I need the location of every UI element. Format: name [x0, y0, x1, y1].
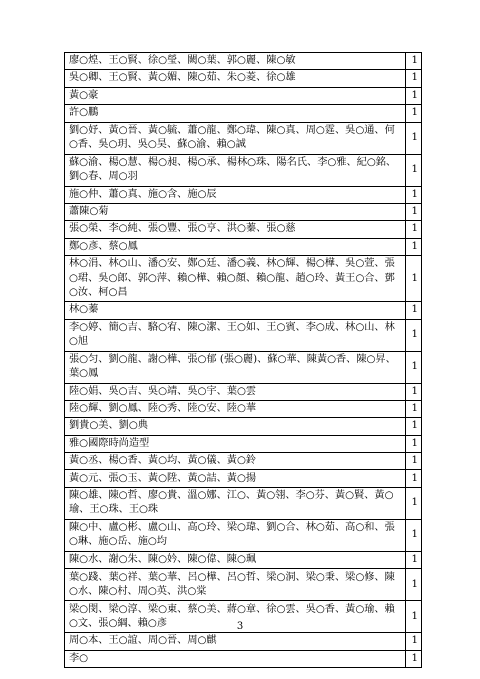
count-cell: 1 — [406, 435, 422, 452]
count-cell: 1 — [406, 203, 422, 220]
count-cell: 1 — [406, 400, 422, 417]
count-cell: 1 — [406, 351, 422, 383]
names-cell: 林○涓、林○山、潘○安、鄭○廷、潘○義、林○輝、楊○樺、吳○萱、張○珺、吳○郎、郭○萍、賴○樺、賴○顏、賴○龍、趙○玲、黃王○合、鄧○汝、柯○昌 — [65, 256, 406, 302]
count-cell: 1 — [406, 569, 422, 601]
count-cell: 1 — [406, 256, 422, 302]
table-row — [65, 154, 422, 186]
names-cell: 鄭○彥、蔡○鳳 — [65, 238, 406, 255]
count-cell: 1 — [406, 154, 422, 186]
table-row — [65, 435, 422, 452]
names-cell: 陳○中、盧○彬、盧○山、高○玲、梁○瑋、劉○合、林○茹、高○和、張○琳、施○岳、施○均 — [65, 519, 406, 551]
names-cell: 陳○雄、陳○哲、廖○貴、溫○娜、江○、黃○翎、李○芬、黃○賢、黃○瑜、王○珠、王○珠 — [65, 487, 406, 519]
table-row — [65, 238, 422, 255]
table-row — [65, 105, 422, 122]
count-cell: 1 — [406, 122, 422, 154]
count-cell: 1 — [406, 53, 422, 70]
count-cell: 1 — [406, 601, 422, 633]
table-row — [65, 351, 422, 383]
count-cell: 1 — [406, 186, 422, 203]
count-cell: 1 — [406, 319, 422, 351]
names-cell: 許○鵬 — [65, 105, 406, 122]
names-cell: 劉○妤、黃○晉、黃○毓、蕭○龍、鄭○瑋、陳○真、周○霆、吳○通、何○香、吳○玥、吳○昊、蘇○渝、賴○誠 — [65, 122, 406, 154]
table-row — [65, 203, 422, 220]
table-row — [65, 221, 422, 238]
table-row — [65, 122, 422, 154]
table-row — [65, 551, 422, 568]
table-row — [65, 302, 422, 319]
names-cell: 李○ — [65, 650, 406, 667]
count-cell: 1 — [406, 221, 422, 238]
count-cell: 1 — [406, 519, 422, 551]
table-row — [65, 453, 422, 470]
names-cell: 施○仲、蕭○真、施○含、施○辰 — [65, 186, 406, 203]
count-cell: 1 — [406, 487, 422, 519]
count-cell: 1 — [406, 453, 422, 470]
names-cell: 黃○元、張○玉、黃○陞、黃○詰、黃○揚 — [65, 470, 406, 487]
names-cell: 陳○水、謝○朱、陳○妗、陳○偉、陳○珮 — [65, 551, 406, 568]
table-row — [65, 569, 422, 601]
count-cell: 1 — [406, 418, 422, 435]
names-cell: 雅○國際時尚造型 — [65, 435, 406, 452]
count-cell: 1 — [406, 633, 422, 650]
table-row — [65, 633, 422, 650]
names-cell: 劉貴○美、劉○典 — [65, 418, 406, 435]
table-row — [65, 470, 422, 487]
names-cell: 黃○豪 — [65, 87, 406, 104]
count-cell: 1 — [406, 87, 422, 104]
count-cell: 1 — [406, 470, 422, 487]
table-row — [65, 87, 422, 104]
names-cell: 周○本、王○誼、周○晉、周○麒 — [65, 633, 406, 650]
names-cell: 陸○輝、劉○鳳、陸○秀、陸○安、陸○華 — [65, 400, 406, 417]
count-cell: 1 — [406, 238, 422, 255]
names-cell: 陸○娟、吳○吉、吳○靖、吳○宇、葉○雲 — [65, 383, 406, 400]
table-row — [65, 418, 422, 435]
table-row — [65, 383, 422, 400]
table-row — [65, 400, 422, 417]
name-count-table — [64, 52, 422, 668]
table-row — [65, 487, 422, 519]
page-number: 3 — [236, 621, 244, 632]
names-cell: 張○榮、李○純、張○豐、張○亨、洪○蓁、張○慈 — [65, 221, 406, 238]
names-cell: 梁○閔、梁○淳、梁○東、蔡○美、蔣○章、徐○雲、吳○香、黃○瑜、賴○文、張○綱、賴○彥 — [65, 601, 406, 633]
count-cell: 1 — [406, 551, 422, 568]
table-row — [65, 70, 422, 87]
names-cell: 李○婷、簡○吉、駱○宥、陳○潔、王○如、王○賓、李○成、林○山、林○旭 — [65, 319, 406, 351]
count-cell: 1 — [406, 105, 422, 122]
table-row — [65, 186, 422, 203]
names-cell: 廖○煌、王○賢、徐○瑩、闕○葉、郭○麗、陳○敏 — [65, 53, 406, 70]
count-cell: 1 — [406, 70, 422, 87]
count-cell: 1 — [406, 302, 422, 319]
table-row — [65, 650, 422, 667]
table-row — [65, 319, 422, 351]
names-cell: 葉○踐、葉○祥、葉○華、呂○樺、呂○哲、梁○洞、梁○秉、梁○修、陳○水、陳○村、周○英、洪○棠 — [65, 569, 406, 601]
names-cell: 蘇○渝、楊○慧、楊○昶、楊○承、楊林○珠、陽名氏、李○雅、紀○銘、劉○春、周○羽 — [65, 154, 406, 186]
count-cell: 1 — [406, 650, 422, 667]
names-cell: 張○匀、劉○龍、謝○樺、張○郁 (張○麗)、蘇○華、陳黃○香、陳○昇、葉○鳳 — [65, 351, 406, 383]
names-cell: 林○蓁 — [65, 302, 406, 319]
table-row — [65, 53, 422, 70]
names-cell: 吳○卿、王○賢、黃○媚、陳○茹、朱○菱、徐○雄 — [65, 70, 406, 87]
table-row — [65, 256, 422, 302]
names-cell: 黃○丞、楊○香、黃○均、黃○儀、黃○鈴 — [65, 453, 406, 470]
table-body — [65, 53, 422, 668]
names-cell: 蕭陳○菊 — [65, 203, 406, 220]
count-cell: 1 — [406, 383, 422, 400]
table-row — [65, 519, 422, 551]
